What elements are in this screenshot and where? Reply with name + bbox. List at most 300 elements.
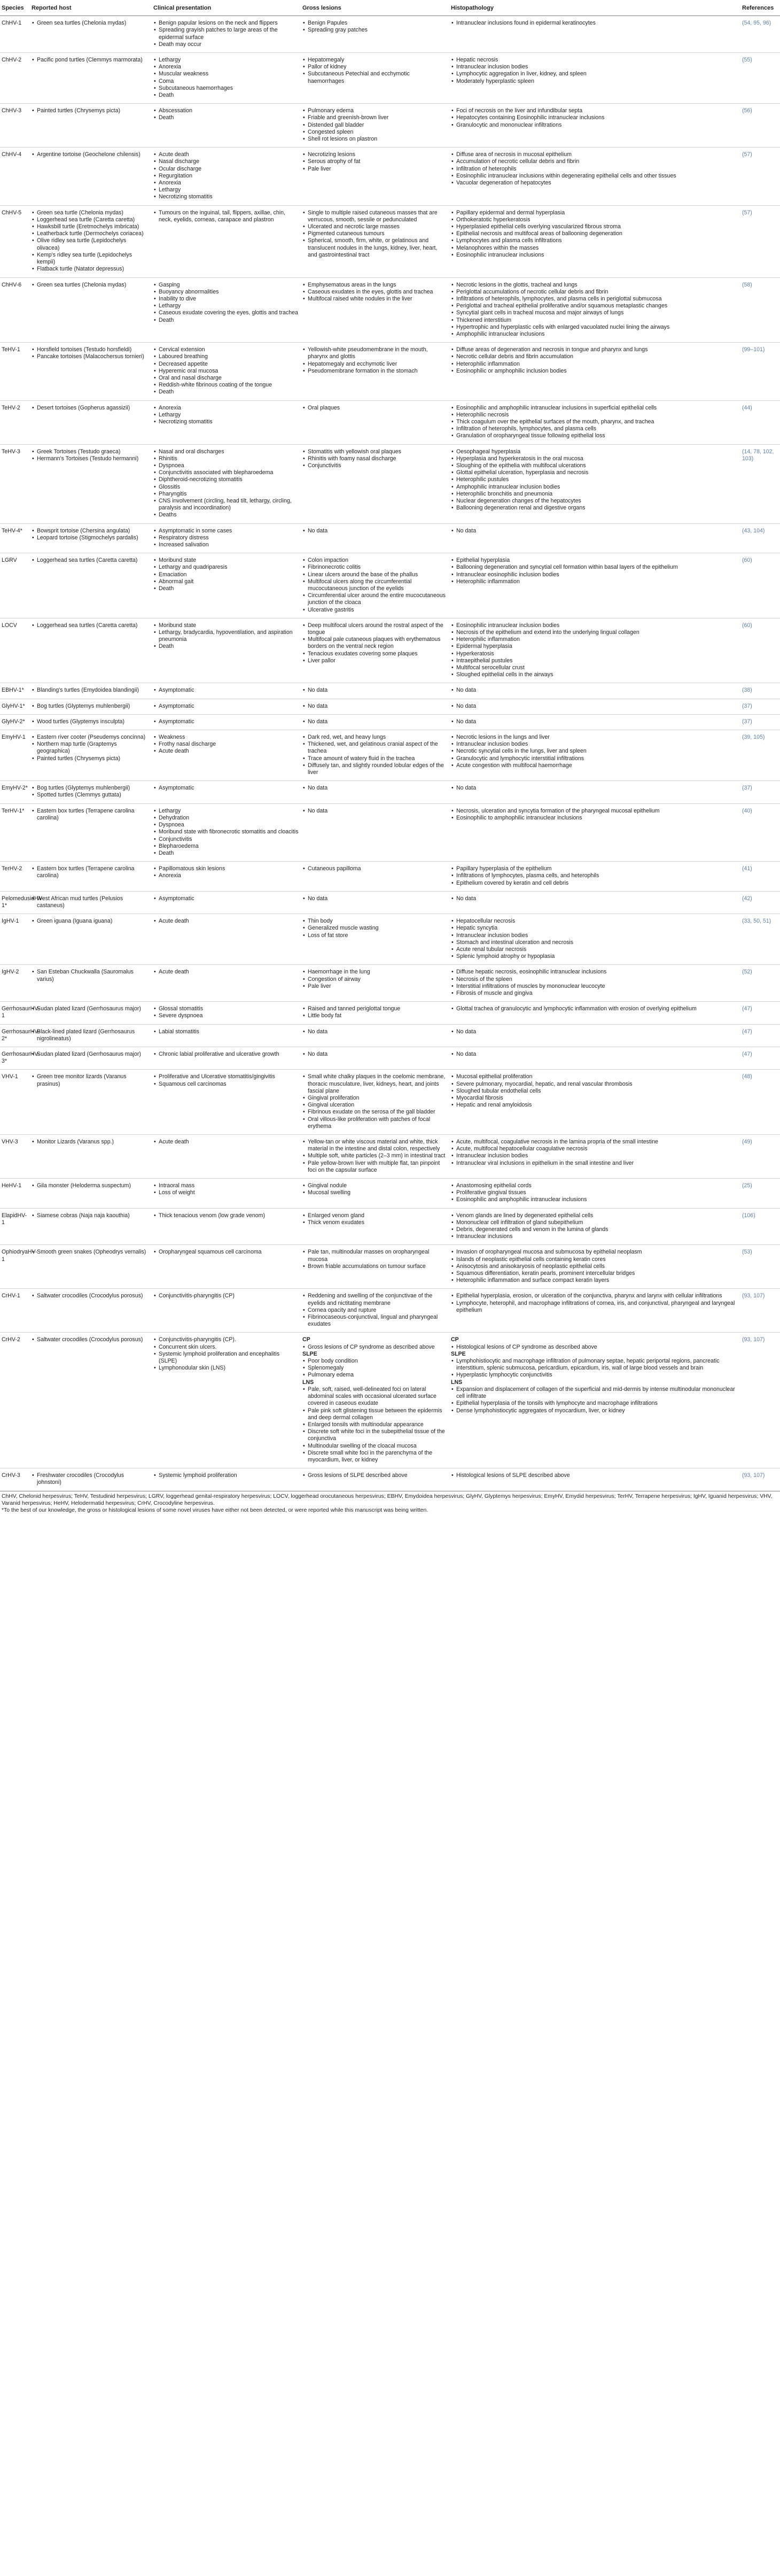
list-item: • Multinodular swelling of the cloacal mucosa	[302, 1443, 447, 1450]
species-cell	[0, 618, 30, 683]
clinical-list	[153, 703, 299, 710]
list-item: • Hepatocytes containing Eosinophilic intranuclear inclusions	[451, 114, 738, 121]
clinical-presentation-cell	[152, 1208, 301, 1245]
list-item: • Heterophilic pustules	[451, 476, 738, 483]
clinical-presentation-cell	[152, 523, 301, 553]
list-item: • Gross lesions of SLPE described above	[302, 1472, 447, 1479]
list-item: • Sloughing of the epithelia with multifocal ulcerations	[451, 462, 738, 469]
list-item: • Haemorrhage in the lung	[302, 969, 447, 976]
host-list	[32, 151, 150, 158]
list-item: • Gingival proliferation	[302, 1095, 447, 1102]
list-item: • Systemic lymphoid proliferation and encephalitis (SLPE)	[153, 1351, 299, 1365]
list-item: • Enlarged tonsils with multinodular appearance	[302, 1421, 447, 1428]
list-item: • Heterophilic inflammation	[451, 361, 738, 368]
list-item: • Oral and nasal discharge	[153, 375, 299, 382]
gross-lesions-cell	[301, 205, 449, 277]
reference-link[interactable]: (55)	[742, 57, 752, 64]
list-item: • Necrosis of the epithelium and extend into the underlying lingual collagen	[451, 629, 738, 636]
gross-list	[302, 687, 447, 694]
list-item: • Nasal discharge	[153, 158, 299, 165]
clinical-presentation-cell	[152, 400, 301, 444]
reported-host-cell	[30, 965, 152, 1002]
list-item: • No data	[451, 528, 738, 535]
list-item: • Coma	[153, 78, 299, 85]
list-item: • Necrotizing lesions	[302, 151, 447, 158]
histo-list	[451, 557, 738, 585]
list-item: • Necrotic syncytial cells in the lungs, liver and spleen	[451, 748, 738, 755]
histopathology-cell	[449, 523, 740, 553]
gross-list	[302, 1212, 447, 1226]
histo-list	[451, 622, 738, 679]
species-name: ChHV-5	[2, 209, 22, 216]
reference-link[interactable]: (52)	[742, 969, 752, 976]
reported-host-cell	[30, 104, 152, 148]
species-cell	[0, 683, 30, 699]
list-item: • No data	[451, 785, 738, 792]
histopathology-cell	[449, 53, 740, 104]
list-item: • Eosinophilic intranuclear inclusion bodies	[451, 622, 738, 629]
list-item: • Circumferential ulcer around the entire mucocutaneous junction of the cloaca	[302, 592, 447, 606]
reference-link[interactable]: (14, 78, 102, 103)	[742, 448, 774, 462]
reference-link[interactable]: (56)	[742, 107, 752, 114]
references-cell	[740, 965, 780, 1002]
list-item: • Green sea turtles (Chelonia mydas)	[32, 282, 150, 289]
list-item: • Concurrent skin ulcers.	[153, 1344, 299, 1351]
reported-host-cell	[30, 699, 152, 714]
reference-link[interactable]: (93, 107)	[742, 1336, 765, 1343]
species-name: IgHV-1	[2, 918, 19, 925]
species-cell	[0, 205, 30, 277]
clinical-list	[153, 210, 299, 223]
list-item: • Hyperemic oral mucosa	[153, 368, 299, 375]
list-item: • Hypertrophic and hyperplastic cells with enlarged vacuolated nuclei lining the airways	[451, 324, 738, 331]
list-item: • No data	[451, 1051, 738, 1058]
gross-list	[302, 1073, 447, 1130]
list-item: • Reddening and swelling of the conjunctivae of the eyelids and nictitating membrane	[302, 1293, 447, 1306]
list-item: • Nuclear degeneration changes of the hepatocytes	[451, 498, 738, 505]
header-clinical-presentation: Clinical presentation	[152, 3, 301, 16]
clinical-list	[153, 718, 299, 725]
references-cell	[740, 803, 780, 861]
list-item: • No data	[302, 528, 447, 535]
list-item: • No data	[302, 703, 447, 710]
list-item: • Conjunctivitis	[153, 836, 299, 843]
reference-link[interactable]: (54, 95, 96)	[742, 20, 771, 27]
reference-link[interactable]: (57)	[742, 151, 752, 158]
histo-list	[451, 718, 738, 725]
list-item: • Proliferative gingival tissues	[451, 1189, 738, 1196]
list-item: • Hawksbill turtle (Eretmochelys imbricata)	[32, 223, 150, 230]
reference-link[interactable]: (93, 107)	[742, 1472, 765, 1479]
list-item: • Eastern box turtles (Terrapene carolina carolina)	[32, 865, 150, 879]
list-item: • Splenomegaly	[302, 1365, 447, 1372]
histo-list	[451, 405, 738, 440]
list-item: • Lethargy	[153, 808, 299, 815]
histopathology-cell	[449, 1468, 740, 1491]
species-name: PelomedusidHV-1*	[2, 895, 44, 909]
reference-link[interactable]: (106)	[742, 1212, 755, 1219]
histopathology-cell	[449, 1070, 740, 1135]
gross-list	[302, 734, 447, 776]
list-item: • Acute congestion with multifocal haemorrhage	[451, 762, 738, 769]
list-item: • Benign papular lesions on the neck and flippers	[153, 20, 299, 27]
histopathology-cell	[449, 444, 740, 523]
list-item: • Acute renal tubular necrosis	[451, 946, 738, 953]
list-item: • Hepatic and renal amyloidosis	[451, 1102, 738, 1109]
table-row	[0, 277, 780, 343]
species-name: CrHV-3	[2, 1472, 20, 1479]
list-item: • Anisocytosis and anisokaryosis of neoplastic epithelial cells	[451, 1263, 738, 1270]
host-list	[32, 1139, 150, 1146]
list-item: • Pale yellow-brown liver with multiple flat, tan pinpoint foci on the capsular surface	[302, 1160, 447, 1174]
list-item: • Loss of weight	[153, 1189, 299, 1196]
clinical-presentation-cell	[152, 965, 301, 1002]
subsection-heading: LNS	[302, 1379, 314, 1386]
list-item: • Ballooning degeneration and syncytial cell formation within basal layers of the epithelium	[451, 564, 738, 571]
list-item: • Friable and greenish-brown liver	[302, 114, 447, 121]
clinical-list	[153, 622, 299, 651]
list-item: • Proliferative and Ulcerative stomatitis/gingivitis	[153, 1073, 299, 1080]
list-item: • Pale liver	[302, 166, 447, 173]
histopathology-cell	[449, 683, 740, 699]
list-item: • Mucosal swelling	[302, 1189, 447, 1196]
list-item: • Decreased appetite	[153, 361, 299, 368]
list-item: • Monitor Lizards (Varanus spp.)	[32, 1139, 150, 1146]
list-item: • Laboured breathing	[153, 353, 299, 360]
list-item: • Trace amount of watery fluid in the trachea	[302, 755, 447, 762]
list-item: • Invasion of oropharyngeal mucosa and submucosa by epithelial neoplasm	[451, 1249, 738, 1256]
clinical-list	[153, 557, 299, 592]
reference-link[interactable]: (33, 50, 51)	[742, 918, 771, 925]
histopathology-cell	[449, 1208, 740, 1245]
table-row	[0, 1070, 780, 1135]
histopathology-cell	[449, 1002, 740, 1024]
reference-link[interactable]: (44)	[742, 404, 752, 411]
list-item: • Enlarged venom gland	[302, 1212, 447, 1219]
reference-link[interactable]: (37)	[742, 702, 752, 709]
clinical-list	[153, 282, 299, 324]
list-item: • Siamese cobras (Naja naja kaouthia)	[32, 1212, 150, 1219]
reported-host-cell	[30, 1070, 152, 1135]
species-name: ChHV-4	[2, 151, 22, 158]
reference-link[interactable]: (47)	[742, 1050, 752, 1057]
clinical-list	[153, 1472, 299, 1479]
list-item: • Intranuclear inclusion bodies	[451, 741, 738, 748]
list-item: • Green sea turtle (Chelonia mydas)	[32, 210, 150, 216]
list-item: • Subcutaneous Petechial and ecchymotic haemorrhages	[302, 71, 447, 84]
list-item: • Gross lesions of CP syndrome as described above	[302, 1344, 447, 1351]
species-cell	[0, 553, 30, 618]
reported-host-cell	[30, 1024, 152, 1047]
list-item: • Sloughed epithelial cells in the airways	[451, 671, 738, 678]
list-item: • Lethargy, bradycardia, hypoventilation, and aspiration pneumonia	[153, 629, 299, 643]
reported-host-cell	[30, 714, 152, 730]
clinical-list	[153, 1051, 299, 1058]
species-cell	[0, 53, 30, 104]
clinical-list	[153, 1336, 299, 1372]
reference-link[interactable]: (47)	[742, 1028, 752, 1035]
species-name: EmyHV-2*	[2, 785, 28, 792]
reported-host-cell	[30, 618, 152, 683]
list-item: • Lethargy	[153, 303, 299, 310]
list-item: • Gila monster (Heloderma suspectum)	[32, 1182, 150, 1189]
histopathology-cell	[449, 714, 740, 730]
histo-list	[451, 528, 738, 535]
reference-link[interactable]: (39, 105)	[742, 734, 765, 741]
reference-link[interactable]: (48)	[742, 1073, 752, 1080]
table-row	[0, 104, 780, 148]
header-species: Species	[0, 3, 30, 16]
references-cell	[740, 53, 780, 104]
list-item: • Chronic labial proliferative and ulcerative growth	[153, 1051, 299, 1058]
histo-list	[451, 1249, 738, 1284]
subsection-heading: SLPE	[302, 1350, 317, 1357]
table-header-row	[0, 3, 780, 16]
species-name: VHV-3	[2, 1139, 18, 1145]
list-item: • Spotted turtles (Clemmys guttata)	[32, 792, 150, 799]
gross-lesions-cell	[301, 1024, 449, 1047]
list-item: • Necrosis of the spleen	[451, 976, 738, 983]
clinical-list	[153, 528, 299, 549]
clinical-list	[153, 687, 299, 694]
species-name: GlyHV-1*	[2, 702, 25, 709]
clinical-list	[153, 734, 299, 755]
list-item: • Syncytial giant cells in tracheal mucosa and major airways of lungs	[451, 310, 738, 316]
list-item: • Interstitial infiltrations of muscles by mononuclear leucocyte	[451, 983, 738, 990]
gross-lesions-cell	[301, 1245, 449, 1289]
reference-link[interactable]: (58)	[742, 281, 752, 288]
histo-list	[451, 57, 738, 85]
list-item: • Multifocal serocellular crust	[451, 664, 738, 671]
clinical-presentation-cell	[152, 618, 301, 683]
clinical-list	[153, 1139, 299, 1146]
footnote-asterisk-note: *To the best of our knowledge, the gross or histological lesions of some novel viruses have either not been detected, or were reported while this manuscript was being written.	[2, 1507, 428, 1513]
reference-link[interactable]: (43, 104)	[742, 527, 765, 534]
host-list	[32, 282, 150, 289]
list-item: • Glossitis	[153, 484, 299, 491]
list-item: • No data	[302, 1028, 447, 1035]
list-item: • Sudan plated lizard (Gerrhosaurus major)	[32, 1005, 150, 1012]
histo-list	[451, 346, 738, 375]
gross-list	[302, 865, 447, 872]
footnote-abbreviations: ChHV, Chelonid herpesvirus; TeHV, Testudinid herpesvirus; LGRV, loggerhead genital-respiratory herpesvirus; LOCV, loggerhead orocutaneous herpesvirus; EBHV, Emydoidea herpesvirus; GlyHV, Glyptemys herpesvirus; EmyHV, Emydid herpesvirus; TerHV, Terrapene herpesvirus; IgHV, Iguanid herpesvirus; VHV, Varanid herpesvirus; HeHV, Helodermatid herpesvirus; CrHV, Crocodyline herpesvirus.	[2, 1493, 773, 1506]
list-item: • Regurgitation	[153, 173, 299, 180]
list-item: • Death	[153, 317, 299, 324]
list-item: • San Esteban Chuckwalla (Sauromalus varius)	[32, 969, 150, 983]
reference-link[interactable]: (60)	[742, 557, 752, 564]
list-item: • Lymphonodular skin (LNS)	[153, 1365, 299, 1372]
list-item: • Systemic lymphoid proliferation	[153, 1472, 299, 1479]
list-item: • Asymptomatic	[153, 895, 299, 902]
gross-list	[302, 282, 447, 303]
reference-link[interactable]: (49)	[742, 1139, 752, 1145]
reference-link[interactable]: (93, 107)	[742, 1293, 765, 1299]
list-item: • Necrotizing stomatitis	[153, 419, 299, 426]
list-item: • Acute death	[153, 151, 299, 158]
host-list	[32, 210, 150, 273]
list-item: • Reddish-white fibrinous coating of the tongue	[153, 382, 299, 389]
species-cell	[0, 714, 30, 730]
reported-host-cell	[30, 343, 152, 400]
list-item: • Intraepithelial pustules	[451, 657, 738, 664]
list-item: • Loss of fat store	[302, 932, 447, 939]
species-cell	[0, 1179, 30, 1209]
species-name: ChHV-1	[2, 20, 22, 27]
histopathology-cell	[449, 553, 740, 618]
host-list	[32, 622, 150, 629]
gross-list	[302, 1336, 447, 1464]
reference-link[interactable]: (25)	[742, 1182, 752, 1189]
histo-list	[451, 282, 738, 338]
histopathology-cell	[449, 205, 740, 277]
gross-list	[302, 528, 447, 535]
list-item: • Papillary hyperplasia of the epithelium	[451, 865, 738, 872]
gross-lesions-cell	[301, 1208, 449, 1245]
reported-host-cell	[30, 683, 152, 699]
reference-link[interactable]: (60)	[742, 622, 752, 629]
clinical-presentation-cell	[152, 1179, 301, 1209]
list-item: • Frothy nasal discharge	[153, 741, 299, 748]
list-item: • Bog turtles (Glyptemys muhlenbergii)	[32, 785, 150, 792]
list-item: • Diphtheroid-necrotizing stomatitis	[153, 476, 299, 483]
list-item: • Ulcerative gastritis	[302, 607, 447, 614]
list-item: • No data	[302, 808, 447, 815]
clinical-presentation-cell	[152, 205, 301, 277]
gross-list	[302, 1249, 447, 1270]
list-item: • Lethargy	[153, 187, 299, 194]
reference-link[interactable]: (47)	[742, 1005, 752, 1012]
list-item: • Eastern river cooter (Pseudemys concinna)	[32, 734, 150, 741]
reference-link[interactable]: (41)	[742, 865, 752, 872]
list-item: • Stomatitis with yellowish oral plaques	[302, 448, 447, 455]
reference-link[interactable]: (53)	[742, 1249, 752, 1256]
host-list	[32, 1212, 150, 1219]
reported-host-cell	[30, 553, 152, 618]
histopathology-cell	[449, 1024, 740, 1047]
list-item: • Infiltrations of heterophils, lymphocytes, and plasma cells in periglottal submucosa	[451, 296, 738, 303]
clinical-presentation-cell	[152, 781, 301, 803]
list-item: • Green sea turtles (Chelonia mydas)	[32, 20, 150, 27]
gross-lesions-cell	[301, 1070, 449, 1135]
species-name: TeHV-4*	[2, 527, 22, 534]
table-row	[0, 699, 780, 714]
list-item: • Spherical, smooth, firm, white, or gelatinous and translucent nodules in the lungs, kidney, liver, heart, and gastrointestinal tract	[302, 237, 447, 259]
list-item: • Pale tan, multinodular masses on oropharyngeal mucosa	[302, 1249, 447, 1263]
histo-list	[451, 865, 738, 887]
histo-list	[451, 969, 738, 997]
list-item: • Buoyancy abnormalities	[153, 289, 299, 296]
list-item: • Amphophilic intranuclear inclusion bodies	[451, 484, 738, 491]
list-item: • Green tree monitor lizards (Varanus prasinus)	[32, 1073, 150, 1087]
clinical-list	[153, 151, 299, 200]
reported-host-cell	[30, 1179, 152, 1209]
reported-host-cell	[30, 400, 152, 444]
references-cell	[740, 148, 780, 205]
list-item: • Orthokeratotic hyperkeratosis	[451, 216, 738, 223]
gross-list	[302, 808, 447, 815]
references-cell	[740, 714, 780, 730]
list-item: • Severe pulmonary, myocardial, hepatic, and renal vascular thrombosis	[451, 1081, 738, 1088]
clinical-list	[153, 20, 299, 48]
clinical-presentation-cell	[152, 148, 301, 205]
gross-lesions-cell	[301, 699, 449, 714]
host-list	[32, 918, 150, 925]
clinical-presentation-cell	[152, 1468, 301, 1491]
list-item: • Dense lymphohistiocytic aggregates of myocardium, liver, or kidney	[451, 1407, 738, 1414]
reference-link[interactable]: (57)	[742, 209, 752, 216]
list-item: • Oesophageal hyperplasia	[451, 448, 738, 455]
table-row	[0, 683, 780, 699]
list-item: • Spreading gray patches	[302, 27, 447, 34]
list-item: • Epithelial hyperplasia of the tonsils with lymphocyte and macrophage infiltrations	[451, 1400, 738, 1407]
list-item: • Epithelial hyperplasia	[451, 557, 738, 564]
histo-list	[451, 1028, 738, 1035]
list-item: • Epithelial necrosis and multifocal areas of ballooning degeneration	[451, 230, 738, 237]
reference-link[interactable]: (42)	[742, 895, 752, 902]
host-list	[32, 346, 150, 360]
list-item: • Intranuclear inclusion bodies	[451, 932, 738, 939]
references-cell	[740, 523, 780, 553]
list-item: • Black-lined plated lizard (Gerrhosaurus nigrolineatus)	[32, 1028, 150, 1042]
reference-link[interactable]: (40)	[742, 807, 752, 814]
host-list	[32, 1182, 150, 1189]
reference-link[interactable]: (38)	[742, 687, 752, 694]
histo-list	[451, 895, 738, 902]
list-item: • Intranuclear inclusions	[451, 1233, 738, 1240]
list-item: • Amphophilic intranuclear inclusions	[451, 331, 738, 338]
gross-lesions-cell	[301, 277, 449, 343]
list-item: • Moribund state	[153, 622, 299, 629]
list-item: • Dyspnoea	[153, 462, 299, 469]
list-item: • Loggerhead sea turtle (Caretta caretta)	[32, 216, 150, 223]
subsection-heading: CP	[451, 1336, 459, 1343]
histopathology-cell	[449, 16, 740, 53]
list-item: • Green iguana (Iguana iguana)	[32, 918, 150, 925]
references-cell	[740, 862, 780, 892]
list-item: • Eosinophilic and amphophilic intranuclear inclusions	[451, 1196, 738, 1203]
host-list	[32, 528, 150, 541]
list-item: • Granulocytic and mononuclear infiltrations	[451, 122, 738, 129]
list-item: • Tenacious exudates covering some plaques	[302, 651, 447, 657]
species-cell	[0, 699, 30, 714]
host-list	[32, 405, 150, 412]
gross-list	[302, 969, 447, 990]
list-item: • Eastern box turtles (Terrapene carolina carolina)	[32, 808, 150, 822]
reference-link[interactable]: (99–101)	[742, 346, 765, 353]
list-item: • Diffuse hepatic necrosis, eosinophilic intranuclear inclusions	[451, 969, 738, 976]
reference-link[interactable]: (37)	[742, 785, 752, 792]
list-item: • Little body fat	[302, 1012, 447, 1019]
list-item: • Hepatomegaly and ecchymotic liver	[302, 361, 447, 368]
reference-link[interactable]: (37)	[742, 718, 752, 725]
histopathology-cell	[449, 781, 740, 803]
list-item: • Acute death	[153, 969, 299, 976]
list-item: • Leatherback turtle (Dermochelys coriacea)	[32, 230, 150, 237]
histopathology-cell	[449, 277, 740, 343]
clinical-presentation-cell	[152, 16, 301, 53]
list-item: • Death	[153, 585, 299, 592]
gross-list	[302, 1182, 447, 1196]
list-item: • Nasal and oral discharges	[153, 448, 299, 455]
list-item: • Raised and tanned periglottal tongue	[302, 1005, 447, 1012]
list-item: • Intraoral mass	[153, 1182, 299, 1189]
list-item: • Intranuclear inclusions found in epidermal keratinocytes	[451, 20, 738, 27]
clinical-presentation-cell	[152, 1289, 301, 1333]
list-item: • No data	[302, 1051, 447, 1058]
list-item: • Death	[153, 389, 299, 396]
list-item: • Mononuclear cell infiltration of gland subepithelium	[451, 1219, 738, 1226]
list-item: • Necrotic lesions in the glottis, tracheal and lungs	[451, 282, 738, 289]
